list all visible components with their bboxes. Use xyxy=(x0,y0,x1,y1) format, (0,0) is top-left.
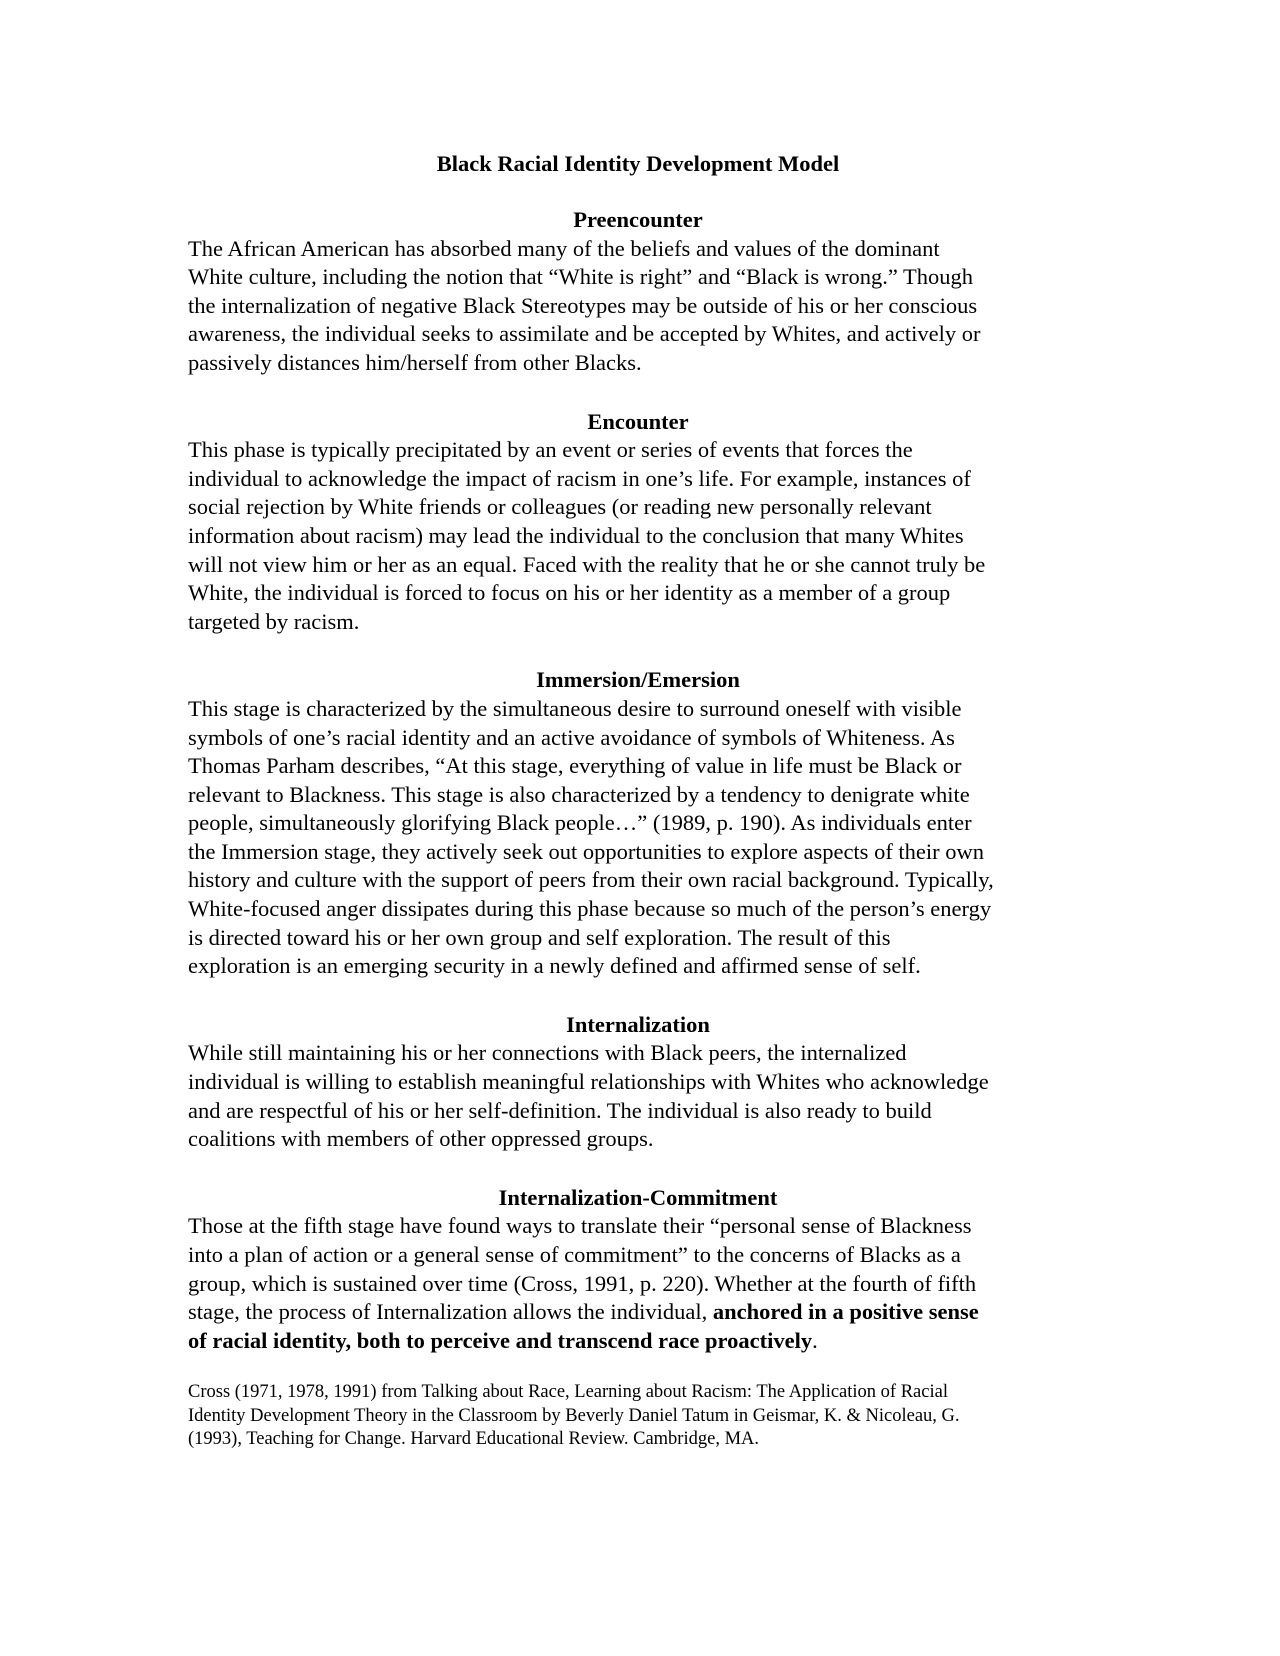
body-line: White, the individual is forced to focus on his or her identity as a member of a group xyxy=(188,580,951,606)
body-line: is directed toward his or her own group and self exploration. The result of this xyxy=(188,924,891,950)
body-line: coalitions with members of other oppressed groups. xyxy=(188,1126,654,1152)
body-line: group, which is sustained over time (Cross, 1991, p. 220). Whether at the fourth of fifth xyxy=(188,1270,977,1296)
body-line: information about racism) may lead the individual to the conclusion that many Whites xyxy=(188,522,964,548)
body-line: individual is willing to establish meaningful relationships with Whites who acknowledge xyxy=(188,1069,989,1095)
document-page xyxy=(188,150,1088,1452)
body-line: social rejection by White friends or colleagues (or reading new personally relevant xyxy=(188,494,932,520)
body-line-mixed xyxy=(188,1327,1088,1356)
body-line: Thomas Parham describes, “At this stage, everything of value in life must be Black or xyxy=(188,753,962,779)
section-heading: Internalization-Commitment xyxy=(498,1184,778,1210)
body-line: the internalization of negative Black Stereotypes may be outside of his or her conscious xyxy=(188,292,978,318)
body-line: While still maintaining his or her connections with Black peers, the internalized xyxy=(188,1040,907,1066)
body-line: the Immersion stage, they actively seek out opportunities to explore aspects of their own xyxy=(188,838,985,864)
section-encounter xyxy=(188,408,1088,637)
section-body xyxy=(188,436,1088,636)
section-body xyxy=(188,695,1088,981)
body-line: The African American has absorbed many of the beliefs and values of the dominant xyxy=(188,235,940,261)
section-heading: Immersion/Emersion xyxy=(536,667,740,693)
section-preencounter xyxy=(188,206,1088,378)
citation-line: Identity Development Theory in the Classroom by Beverly Daniel Tatum in Geismar, K. & Nicoleau, G. xyxy=(188,1405,960,1426)
body-line: targeted by racism. xyxy=(188,608,360,634)
body-line: White culture, including the notion that “White is right” and “Black is wrong.” Though xyxy=(188,264,974,290)
document-title: Black Racial Identity Development Model xyxy=(436,151,840,176)
section-internalization-commitment xyxy=(188,1184,1088,1356)
body-line: This stage is characterized by the simultaneous desire to surround oneself with visible xyxy=(188,695,962,721)
section-body xyxy=(188,1039,1088,1153)
plain-text: . xyxy=(812,1327,818,1353)
citation-line: Cross (1971, 1978, 1991) from Talking about Race, Learning about Racism: The Application of Racial xyxy=(188,1382,948,1403)
section-heading: Preencounter xyxy=(573,207,703,232)
citation-line: (1993), Teaching for Change. Harvard Educational Review. Cambridge, MA. xyxy=(188,1429,760,1450)
body-line: relevant to Blackness. This stage is also characterized by a tendency to denigrate white xyxy=(188,781,970,807)
body-line: people, simultaneously glorifying Black people…” (1989, p. 190). As individuals enter xyxy=(188,810,972,836)
body-line: into a plan of action or a general sense of commitment” to the concerns of Blacks as a xyxy=(188,1242,961,1267)
body-line: exploration is an emerging security in a newly defined and affirmed sense of self. xyxy=(188,953,921,979)
section-body xyxy=(188,1212,1088,1355)
plain-text: stage, the process of Internalization allows the individual, xyxy=(188,1299,713,1325)
body-line: Those at the fifth stage have found ways to translate their “personal sense of Blackness xyxy=(188,1213,972,1239)
body-line: White-focused anger dissipates during this phase because so much of the person’s energy xyxy=(188,896,992,922)
section-internalization xyxy=(188,1011,1088,1154)
body-line: awareness, the individual seeks to assimilate and be accepted by Whites, and actively or xyxy=(188,321,981,347)
emphasized-text: of racial identity, both to perceive and transcend race proactively xyxy=(188,1327,813,1353)
emphasized-text: anchored in a positive sense xyxy=(712,1299,979,1325)
body-line: and are respectful of his or her self-definition. The individual is also ready to build xyxy=(188,1097,932,1123)
body-line: history and culture with the support of peers from their own racial background. Typically, xyxy=(188,867,994,893)
section-heading: Internalization xyxy=(566,1011,710,1037)
body-line: symbols of one’s racial identity and an active avoidance of symbols of Whiteness. As xyxy=(188,724,955,750)
section-immersion-emersion xyxy=(188,666,1088,981)
body-line: will not view him or her as an equal. Faced with the reality that he or she cannot truly be xyxy=(188,551,986,577)
section-body xyxy=(188,235,1088,378)
body-line: individual to acknowledge the impact of racism in one’s life. For example, instances of xyxy=(188,465,971,491)
section-heading: Encounter xyxy=(587,408,689,434)
body-line: This phase is typically precipitated by an event or series of events that forces the xyxy=(188,437,913,463)
citation xyxy=(188,1381,1088,1452)
body-line: passively distances him/herself from other Blacks. xyxy=(188,349,642,375)
body-line-mixed xyxy=(188,1298,1088,1327)
